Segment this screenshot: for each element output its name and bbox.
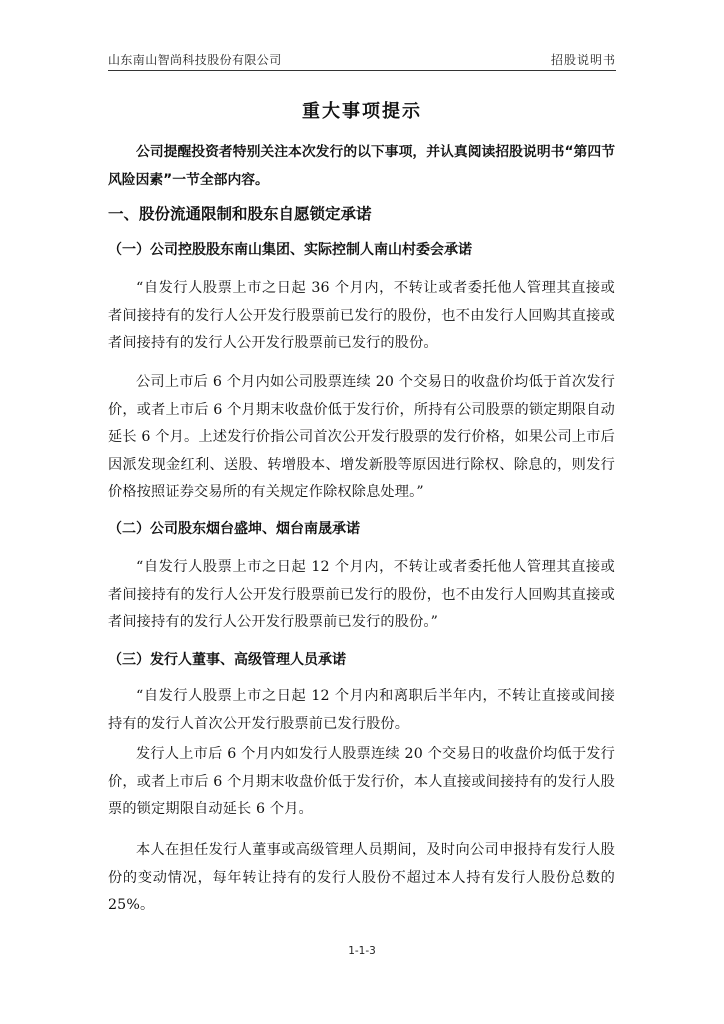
section-heading-1 [108, 203, 615, 225]
page-title: 重大事项提示 [302, 101, 422, 122]
subsection-heading-2-text: （二）公司股东烟台盛坤、烟台南晟承诺 [108, 521, 360, 537]
section-heading-1-text: 一、股份流通限制和股东自愿锁定承诺 [108, 205, 372, 223]
header-company-name: 山东南山智尚科技股份有限公司 [108, 53, 282, 67]
subsection-1-paragraph-2 [108, 369, 615, 507]
subsection-heading-3-text: （三）发行人董事、高级管理人员承诺 [108, 652, 346, 668]
subsection-3-paragraph-3-text: 本人在担任发行人董事或高级管理人员期间，及时向公司申报持有发行人股份的变动情况，每年转让持有的发行人股份不超过本人持有发行人股份总数的25%。 [108, 842, 615, 913]
subsection-heading-1 [108, 240, 615, 260]
subsection-3-paragraph-2-text: 发行人上市后 6 个月内如发行人股票连续 20 个交易日的收盘价均低于发行价，或者上市后 6 个月期末收盘价低于发行价，本人直接或间接持有的发行人股票的锁定期限自动延长 6 个月。 [108, 746, 615, 817]
subsection-3-paragraph-1-text: “自发行人股票上市之日起 12 个月内和离职后半年内，不转让直接或间接持有的发行人首次公开发行股票前已发行股份。 [108, 688, 615, 732]
intro-paragraph [108, 139, 615, 194]
subsection-heading-1-text: （一）公司控股股东南山集团、实际控制人南山村委会承诺 [108, 242, 472, 258]
subsection-2-paragraph-1-text: “自发行人股票上市之日起 12 个月内，不转让或者委托他人管理其直接或者间接持有的发行人公开发行股票前已发行的股份，也不由发行人回购其直接或者间接持有的发行人公开发行股票前已发行的股份。” [108, 559, 615, 630]
subsection-1-paragraph-1 [108, 275, 615, 358]
subsection-3-paragraph-2 [108, 741, 615, 824]
subsection-heading-2 [108, 519, 615, 539]
subsection-3-paragraph-1 [108, 683, 615, 738]
subsection-1-paragraph-1-text: “自发行人股票上市之日起 36 个月内，不转让或者委托他人管理其直接或者间接持有的发行人公开发行股票前已发行的股份，也不由发行人回购其直接或者间接持有的发行人公开发行股票前已发行的股份。 [108, 280, 615, 351]
intro-text: 公司提醒投资者特别关注本次发行的以下事项，并认真阅读招股说明书“第四节 风险因素”一节全部内容。 [108, 144, 615, 188]
subsection-3-paragraph-3 [108, 837, 615, 920]
page-header [108, 50, 616, 71]
page-number: 1-1-3 [348, 945, 376, 957]
subsection-2-paragraph-1 [108, 554, 615, 637]
header-document-type: 招股说明书 [550, 53, 616, 67]
subsection-heading-3 [108, 650, 615, 670]
subsection-1-paragraph-2-text: 公司上市后 6 个月内如公司股票连续 20 个交易日的收盘价均低于首次发行价，或者上市后 6 个月期末收盘价低于发行价，所持有公司股票的锁定期限自动延长 6 个月。上述发行价指公司首次公开发行股票的发行价格，如果公司上市后因派发现金红利、送股、转增股本、增发新股等原因进行除权、除息的，则发行价格按照证券交易所的有关规定作除权除息处理。” [108, 374, 615, 500]
